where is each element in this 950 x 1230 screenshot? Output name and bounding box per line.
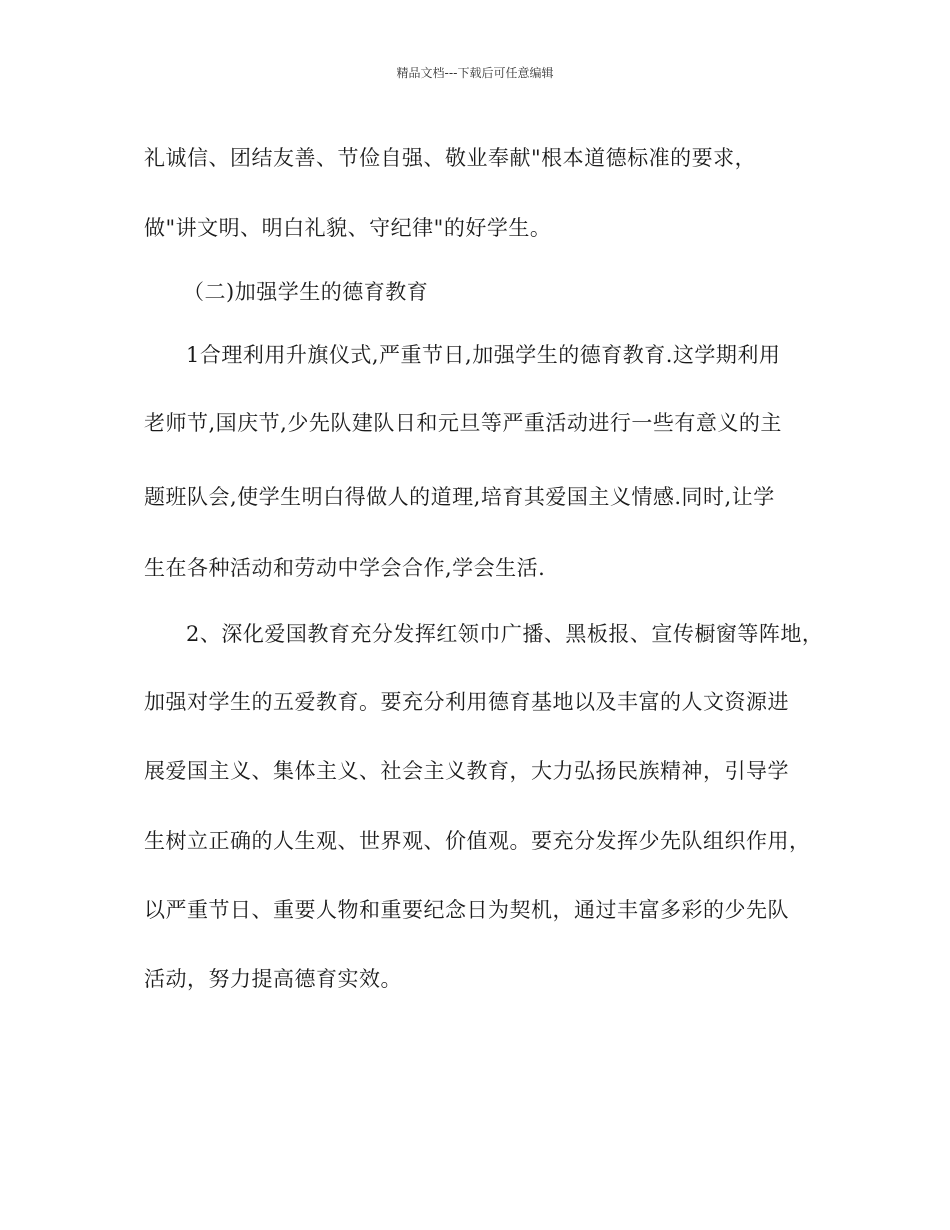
paragraph-line: 以严重节日、重要人物和重要纪念日为契机，通过丰富多彩的少先队 <box>144 898 789 922</box>
paragraph-line: 礼诚信、团结友善、节俭自强、敬业奉献"根本道德标准的要求， <box>144 146 757 170</box>
section-heading: （二)加强学生的德育教育 <box>183 280 429 304</box>
paragraph-line: 展爱国主义、集体主义、社会主义教育，大力弘扬民族精神，引导学 <box>144 759 789 783</box>
paragraph-line: 生树立正确的人生观、世界观、价值观。要充分发挥少先队组织作用， <box>144 829 811 853</box>
paragraph-line: 题班队会,使学生明白得做人的道理,培育其爱国主义情感.同时,让学 <box>144 485 775 509</box>
paragraph-line: 做"讲文明、明白礼貌、守纪律"的好学生。 <box>144 216 552 240</box>
paragraph-line: 2、深化爱国教育充分发挥红领巾广播、黑板报、宣传橱窗等阵地， <box>186 622 824 646</box>
page-header: 精品文档---下载后可任意编辑 <box>396 66 554 80</box>
paragraph-line: 1合理利用升旗仪式,严重节日,加强学生的德育教育.这学期利用 <box>186 343 781 367</box>
paragraph-line: 活动，努力提高德育实效。 <box>144 967 402 991</box>
paragraph-line: 加强对学生的五爱教育。要充分利用德育基地以及丰富的人文资源进 <box>144 690 789 714</box>
paragraph-line: 生在各种活动和劳动中学会合作,学会生活. <box>144 556 546 580</box>
paragraph-line: 老师节,国庆节,少先队建队日和元旦等严重活动进行一些有意义的主 <box>144 411 782 435</box>
